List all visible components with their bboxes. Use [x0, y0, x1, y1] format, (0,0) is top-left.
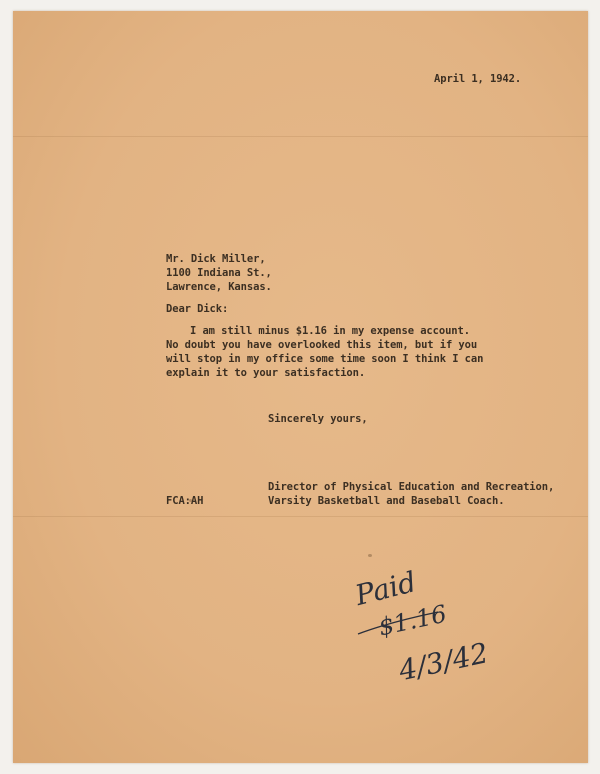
- ink-spot: [368, 554, 372, 557]
- body-line-2: No doubt you have overlooked this item, but if you: [166, 339, 478, 351]
- handwritten-paid: Paid: [352, 565, 420, 613]
- fold-crease: [13, 136, 588, 137]
- signature-title-1: Director of Physical Education and Recreation,: [268, 481, 555, 493]
- recipient-name: Mr. Dick Miller,: [166, 253, 266, 265]
- recipient-street: 1100 Indiana St.,: [166, 267, 272, 279]
- handwritten-amount: $1.16: [376, 599, 450, 642]
- salutation: Dear Dick:: [166, 303, 229, 315]
- body-line-4: explain it to your satisfaction.: [166, 367, 366, 379]
- recipient-city: Lawrence, Kansas.: [166, 281, 272, 293]
- closing: Sincerely yours,: [268, 413, 368, 425]
- body-line-1: I am still minus $1.16 in my expense account.: [190, 325, 470, 337]
- typist-initials: FCA:AH: [166, 495, 204, 507]
- signature-title-2: Varsity Basketball and Baseball Coach.: [268, 495, 505, 507]
- letter-date: April 1, 1942.: [434, 73, 522, 85]
- handwritten-date: 4/3/42: [396, 636, 492, 688]
- letter-page: [13, 11, 588, 763]
- fold-crease: [13, 516, 588, 517]
- body-line-3: will stop in my office some time soon I think I can: [166, 353, 484, 365]
